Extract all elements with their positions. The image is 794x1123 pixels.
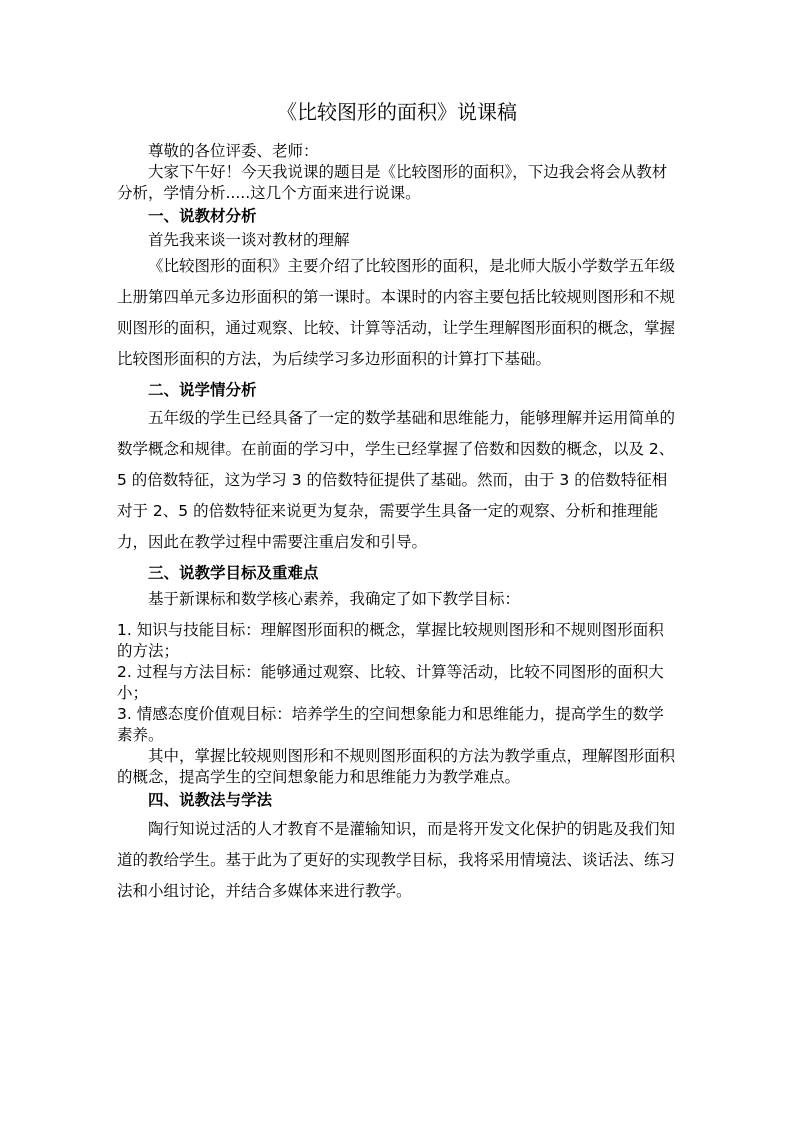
section-heading-methods: 四、说教法与学法 [148,791,273,809]
textbook-paragraph-2: 《比较图形的面积》主要介绍了比较图形的面积，是北师大版小学数学五年级上册第四单元多边形面积的第一课时。本课时的内容主要包括比较规则图形和不规则图形的面积，通过观察、比较、计算等活动，让学生理解图形面积的概念，掌握比较图形面积的方法，为后续学习多边形面积的计算打下基础。 [117,257,676,368]
students-paragraph: 五年级的学生已经具备了一定的数学基础和思维能力，能够理解并运用简单的数学概念和规律。在前面的学习中，学生已经掌握了倍数和因数的概念，以及 2、5 的倍数特征，这为学习 3 的倍数特征提供了基础。然而，由于 3 的倍数特征相对于 2、5 的倍数特征来说更为复杂，需要学生具备一定的观察、分析和推理能力，因此在教学过程中需要注重启发和引导。 [117,409,676,551]
goal-item-1: 1. 知识与技能目标：理解图形面积的概念，掌握比较规则图形和不规则图形面积的方法； [117,621,664,660]
intro-paragraph: 大家下午好！今天我说课的题目是《比较图形的面积》，下边我会将会从教材分析，学情分析.....这几个方面来进行说课。 [117,163,668,202]
document-body [117,141,677,907]
document-title: 《比较图形的面积》说课稿 [277,100,517,124]
section-heading-textbook: 一、说教材分析 [148,207,257,225]
section-heading-students: 二、说学情分析 [148,381,257,399]
textbook-paragraph-1: 首先我来谈一谈对教材的理解 [148,231,350,249]
section-heading-goals: 三、说教学目标及重难点 [148,564,319,582]
goal-item-3: 3. 情感态度价值观目标：培养学生的空间想象能力和思维能力，提高学生的数学素养。 [117,705,664,744]
goals-intro: 基于新课标和数学核心素养，我确定了如下教学目标： [148,590,521,608]
goal-item-2: 2. 过程与方法目标：能够通过观察、比较、计算等活动，比较不同图形的面积大小； [117,663,664,702]
methods-paragraph: 陶行知说过活的人才教育不是灌输知识，而是将开发文化保护的钥匙及我们知道的教给学生。基于此为了更好的实现教学目标，我将采用情境法、谈话法、练习法和小组讨论，并结合多媒体来进行教学。 [117,820,676,900]
goals-closing: 其中，掌握比较规则图形和不规则图形面积的方法为教学重点，理解图形面积的概念，提高学生的空间想象能力和思维能力为教学难点。 [117,747,676,786]
greeting: 尊敬的各位评委、老师： [148,142,319,160]
